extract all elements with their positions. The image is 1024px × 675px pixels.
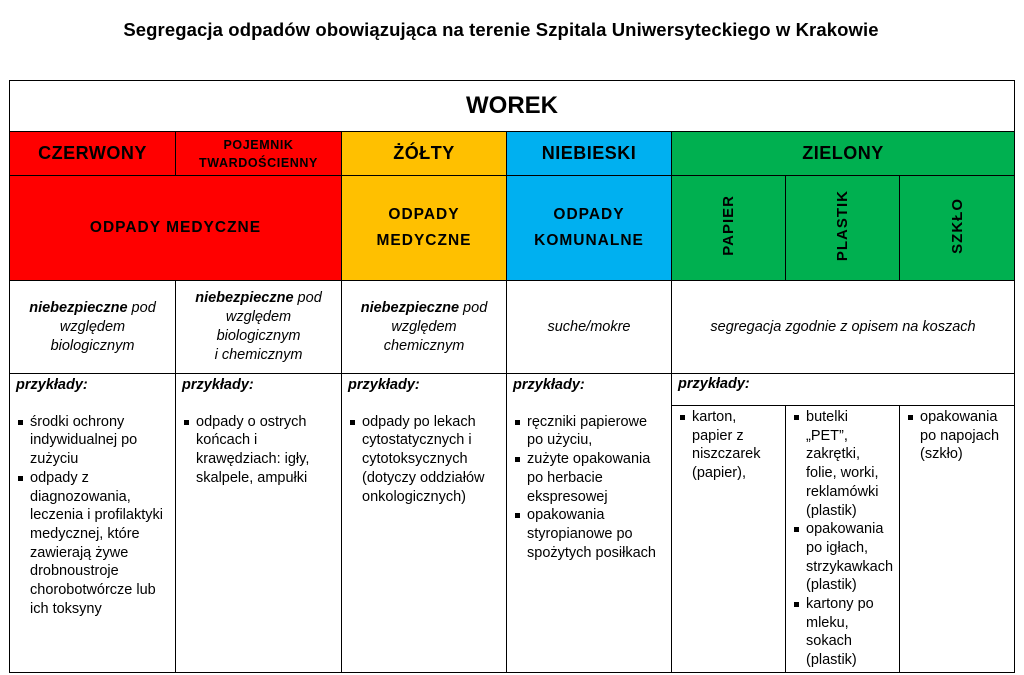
desc-cont-bold: niebezpieczne (195, 290, 294, 306)
desc-yellow (342, 281, 507, 374)
type-medical-yellow-line2: MEDYCZNE (376, 232, 472, 249)
examples-blue (507, 374, 672, 673)
type-paper-label: PAPIER (720, 195, 737, 256)
desc-red (10, 281, 176, 374)
examples-plastic-list (792, 408, 893, 670)
list-item: odpady po lekach cytostatycznych i cytotoksycznych (dotyczy oddziałów onkologicznych) (348, 413, 500, 507)
type-medical-yellow-line1: ODPADY (388, 206, 460, 223)
examples-green-header (672, 374, 1015, 406)
type-communal-line2: KOMUNALNE (534, 232, 644, 249)
desc-green (672, 281, 1015, 374)
desc-cont-r3: biologicznym (216, 328, 301, 344)
list-item: odpady o ostrych końcach i krawędziach: igły, skalpele, ampułki (182, 413, 335, 488)
examples-label: przykłady: (182, 377, 254, 393)
color-yellow: ŻÓŁTY (342, 132, 507, 176)
desc-red-r2: względem (59, 318, 126, 335)
desc-blue (507, 281, 672, 374)
type-communal-line1: ODPADY (553, 206, 625, 223)
examples-label: przykłady: (678, 376, 750, 392)
list-item: zużyte opakowania po herbacie ekspresowej (513, 450, 665, 506)
examples-label: przykłady: (16, 377, 88, 393)
examples-red-list (16, 413, 169, 619)
examples-container (176, 374, 342, 673)
color-container: POJEMNIK TWARDOŚCIENNY (176, 132, 342, 176)
examples-label: przykłady: (513, 377, 585, 393)
desc-cont-r4: i chemicznym (214, 347, 303, 363)
type-glass (900, 176, 1015, 281)
desc-blue-text: suche/mokre (547, 318, 631, 335)
desc-green-text: segregacja zgodnie z opisem na koszach (710, 318, 976, 335)
list-item: butelki „PET”, zakrętki, folie, worki, reklamówki (plastik) (792, 408, 893, 520)
examples-glass (900, 406, 1015, 673)
desc-red-bold: niebezpieczne (29, 299, 128, 316)
type-medical-yellow (342, 176, 507, 281)
examples-container-list (182, 413, 335, 488)
type-plastic-label: PLASTIK (834, 189, 851, 262)
type-medical-red: ODPADY MEDYCZNE (10, 176, 342, 281)
color-blue: NIEBIESKI (507, 132, 672, 176)
desc-container (176, 281, 342, 374)
type-glass-label: SZKŁO (948, 197, 966, 254)
examples-paper-list (678, 408, 779, 483)
list-item: karton, papier z niszczarek (papier), (678, 408, 779, 483)
examples-label: przykłady: (348, 377, 420, 393)
desc-yel-r1: pod (459, 299, 488, 316)
color-red: CZERWONY (10, 132, 176, 176)
desc-red-r1: pod (127, 299, 156, 316)
list-item: ręczniki papierowe po użyciu, (513, 413, 665, 450)
desc-yel-bold: niebezpieczne (360, 299, 460, 316)
desc-yel-r3: chemicznym (383, 337, 465, 354)
desc-red-r3: biologicznym (50, 337, 135, 354)
type-communal (507, 176, 672, 281)
examples-paper (672, 406, 786, 673)
list-item: środki ochrony indywidualnej po zużyciu (16, 413, 169, 469)
color-green: ZIELONY (672, 132, 1015, 176)
examples-red (10, 374, 176, 673)
type-plastic (786, 176, 900, 281)
list-item: opakowania po igłach, strzykawkach (plastik) (792, 520, 893, 595)
page-title: Segregacja odpadów obowiązująca na terenie Szpitala Uniwersyteckiego w Krakowie (123, 19, 879, 40)
desc-cont-r2: względem (225, 309, 292, 325)
list-item: opakowania styropianowe po spożytych posiłkach (513, 506, 665, 562)
examples-yellow (342, 374, 507, 673)
examples-glass-list (906, 408, 1008, 464)
type-paper (672, 176, 786, 281)
list-item: kartony po mleku, sokach (plastik) (792, 595, 893, 670)
desc-cont-r1: pod (293, 290, 322, 306)
desc-yel-r2: względem (391, 318, 457, 335)
waste-segregation-table (9, 80, 1015, 673)
examples-blue-list (513, 413, 665, 563)
list-item: opakowania po napojach (szkło) (906, 408, 1008, 464)
examples-yellow-list (348, 413, 500, 507)
list-item: odpady z diagnozowania, leczenia i profilaktyki medycznej, które zawierają żywe drobnoustroje chorobotwórcze lub ich toksyny (16, 469, 169, 619)
examples-plastic (786, 406, 900, 673)
header-worek: WOREK (10, 81, 1015, 132)
